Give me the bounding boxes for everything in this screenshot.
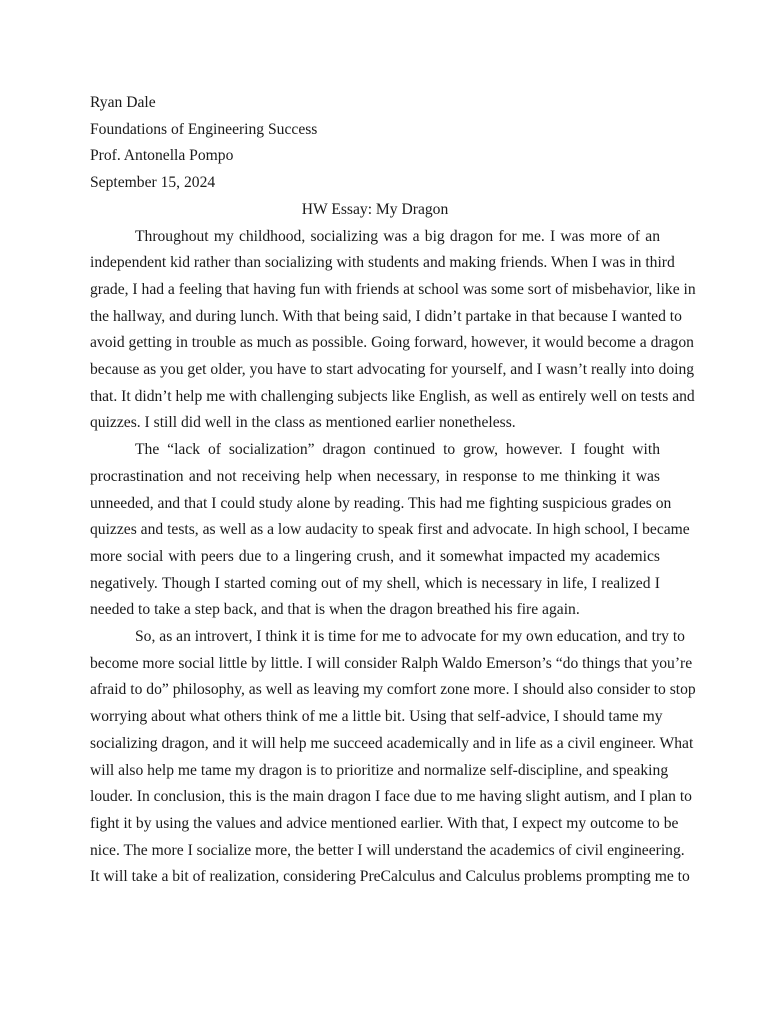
paragraph-line: nice. The more I socialize more, the better I will understand the academics of civil engineering. [90, 841, 685, 859]
student-name: Ryan Dale [90, 94, 156, 111]
paragraph-line: the hallway, and during lunch. With that being said, I didn’t partake in that because I wanted to [90, 307, 682, 325]
paragraph-line: will also help me tame my dragon is to prioritize and normalize self-discipline, and speaking [90, 761, 669, 779]
paragraph-2 [90, 437, 690, 624]
paragraph-line: quizzes and tests, as well as a low audacity to speak first and advocate. In high school, I became [90, 521, 690, 539]
paragraph-line: independent kid rather than socializing with students and making friends. When I was in third [90, 254, 675, 272]
paragraph-line: So, as an introvert, I think it is time for me to advocate for my own education, and try to [135, 628, 685, 646]
paragraph-line: socializing dragon, and it will help me succeed academically and in life as a civil engineer. What [90, 734, 694, 752]
paragraph-line: The “lack of socialization” dragon continued to grow, however. I fought with [135, 441, 660, 459]
paragraph-line: unneeded, and that I could study alone by reading. This had me fighting suspicious grades on [90, 494, 672, 512]
paragraph-line: more social with peers due to a lingering crush, and it somewhat impacted my academics [90, 547, 660, 565]
paragraph-line: because as you get older, you have to start advocating for yourself, and I wasn’t really into doing [90, 361, 695, 379]
paragraph-line: needed to take a step back, and that is when the dragon breathed his fire again. [90, 601, 580, 619]
paragraph-line: It will take a bit of realization, considering PreCalculus and Calculus problems prompting me to [90, 868, 690, 886]
essay-title: HW Essay: My Dragon [301, 200, 449, 218]
paragraph-line: that. It didn’t help me with challenging subjects like English, as well as entirely well on tests and [90, 387, 695, 405]
essay-body [90, 90, 696, 891]
paragraph-line: avoid getting in trouble as much as possible. Going forward, however, it would become a dragon [90, 334, 694, 352]
paragraph-line: quizzes. I still did well in the class as mentioned earlier nonetheless. [90, 414, 516, 432]
paragraph-line: worrying about what others think of me a little bit. Using that self-advice, I should tame my [90, 708, 663, 726]
paragraph-line: afraid to do” philosophy, as well as leaving my comfort zone more. I should also consider to stop [90, 681, 696, 699]
paragraph-line: become more social little by little. I will consider Ralph Waldo Emerson’s “do things that you’re [90, 654, 693, 672]
essay-date: September 15, 2024 [90, 174, 216, 192]
paragraph-line: louder. In conclusion, this is the main dragon I face due to me having slight autism, and I plan to [90, 788, 692, 806]
paragraph-line: fight it by using the values and advice mentioned earlier. With that, I expect my outcome to be [90, 814, 679, 832]
course-name: Foundations of Engineering Success [90, 120, 318, 138]
paragraph-line: procrastination and not receiving help when necessary, in response to me thinking it was [90, 467, 660, 485]
paragraph-1 [90, 224, 696, 438]
paragraph-line: Throughout my childhood, socializing was a big dragon for me. I was more of an [135, 227, 660, 245]
paragraph-line: grade, I had a feeling that having fun with friends at school was some sort of misbehavior, like in [90, 280, 696, 298]
professor-name: Prof. Antonella Pompo [90, 147, 234, 165]
paragraph-3 [90, 624, 696, 891]
paragraph-line: negatively. Though I started coming out of my shell, which is necessary in life, I realized I [90, 574, 660, 592]
